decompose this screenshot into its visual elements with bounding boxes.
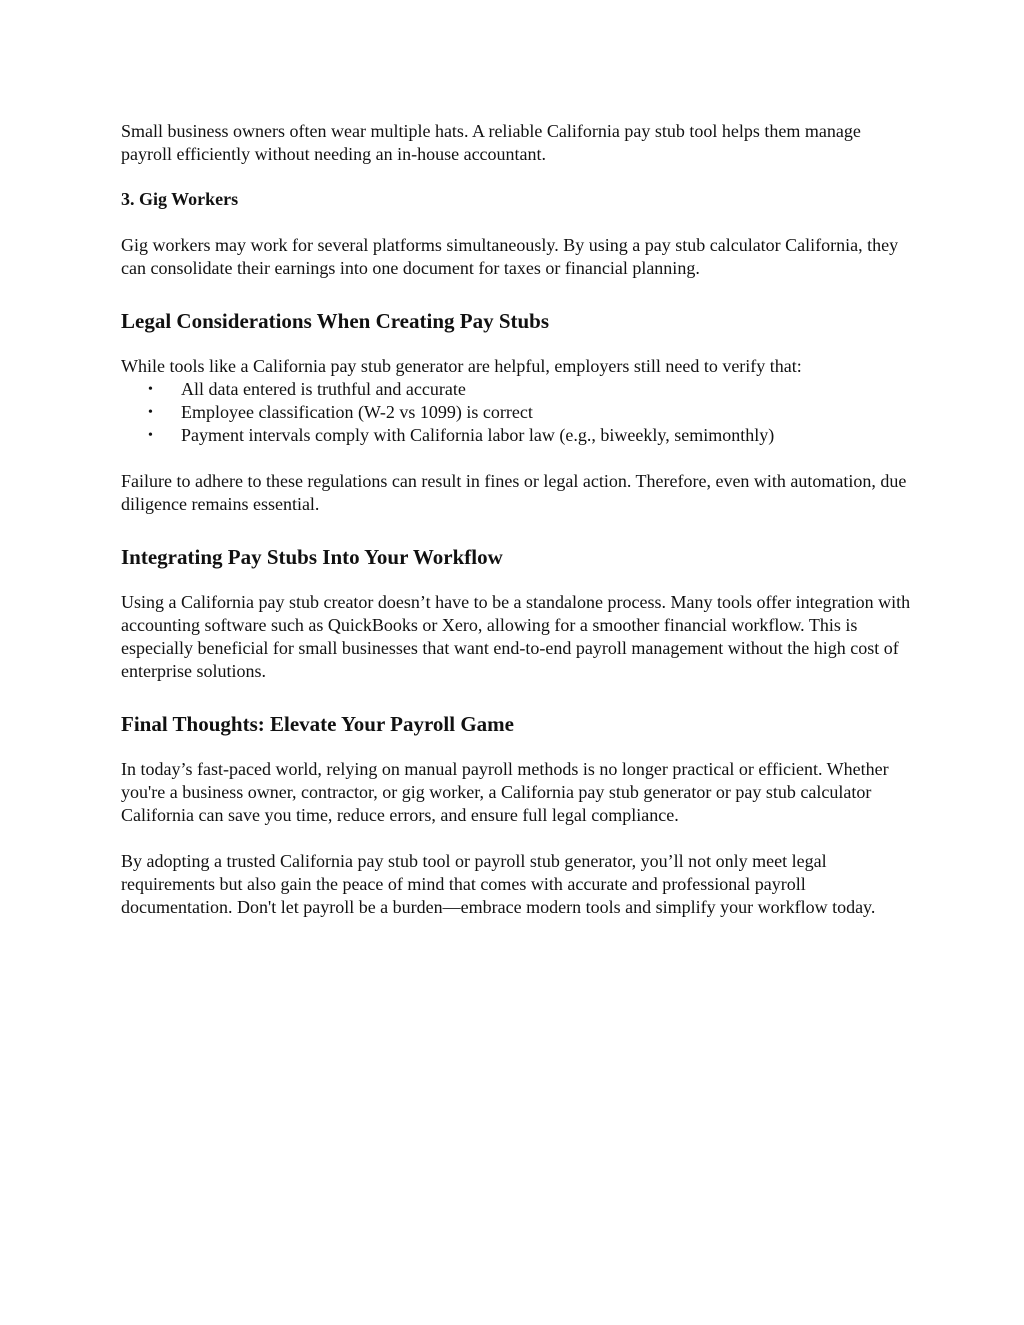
intro-paragraph: Small business owners often wear multiple hats. A reliable California pay stub tool helps them manage payroll efficiently without needing an in-house accountant. xyxy=(121,121,861,164)
list-item-text: Employee classification (W-2 vs 1099) is correct xyxy=(181,402,533,422)
bullet-icon: • xyxy=(148,382,153,397)
bullet-icon: • xyxy=(148,428,153,443)
list-item xyxy=(121,378,911,401)
list-item xyxy=(121,424,911,447)
legal-considerations-heading: Legal Considerations When Creating Pay Stubs xyxy=(121,309,550,333)
gig-workers-heading: 3. Gig Workers xyxy=(121,189,239,209)
legal-requirements-list xyxy=(121,378,911,447)
integrating-heading: Integrating Pay Stubs Into Your Workflow xyxy=(121,545,503,569)
final-paragraph-2: By adopting a trusted California pay stub tool or payroll stub generator, you’ll not only meet legal requirements but also gain the peace of mind that comes with accurate and professional payroll documentation. Don't let payroll be a burden—embrace modern tools and simplify your workflow today. xyxy=(121,851,876,917)
list-item-text: Payment intervals comply with California labor law (e.g., biweekly, semimonthly) xyxy=(181,425,775,445)
integrating-paragraph: Using a California pay stub creator doesn’t have to be a standalone process. Many tools offer integration with accounting software such as QuickBooks or Xero, allowing for a smoother financial workflow. This is especially beneficial for small businesses that want end-to-end payroll management without the high cost of enterprise solutions. xyxy=(121,592,911,681)
document-page xyxy=(121,120,911,919)
list-item-text: All data entered is truthful and accurate xyxy=(181,379,466,399)
list-item xyxy=(121,401,911,424)
bullet-icon: • xyxy=(148,405,153,420)
final-paragraph-1: In today’s fast-paced world, relying on manual payroll methods is no longer practical or efficient. Whether you're a business owner, contractor, or gig worker, a California pay stub generator or pay stub calculator California can save you time, reduce errors, and ensure full legal compliance. xyxy=(121,759,889,825)
legal-closing-paragraph: Failure to adhere to these regulations can result in fines or legal action. Therefore, even with automation, due diligence remains essential. xyxy=(121,471,907,514)
final-thoughts-heading: Final Thoughts: Elevate Your Payroll Game xyxy=(121,712,514,736)
legal-lead-paragraph: While tools like a California pay stub generator are helpful, employers still need to verify that: xyxy=(121,356,802,376)
gig-workers-paragraph: Gig workers may work for several platforms simultaneously. By using a pay stub calculator California, they can consolidate their earnings into one document for taxes or financial planning. xyxy=(121,235,899,278)
